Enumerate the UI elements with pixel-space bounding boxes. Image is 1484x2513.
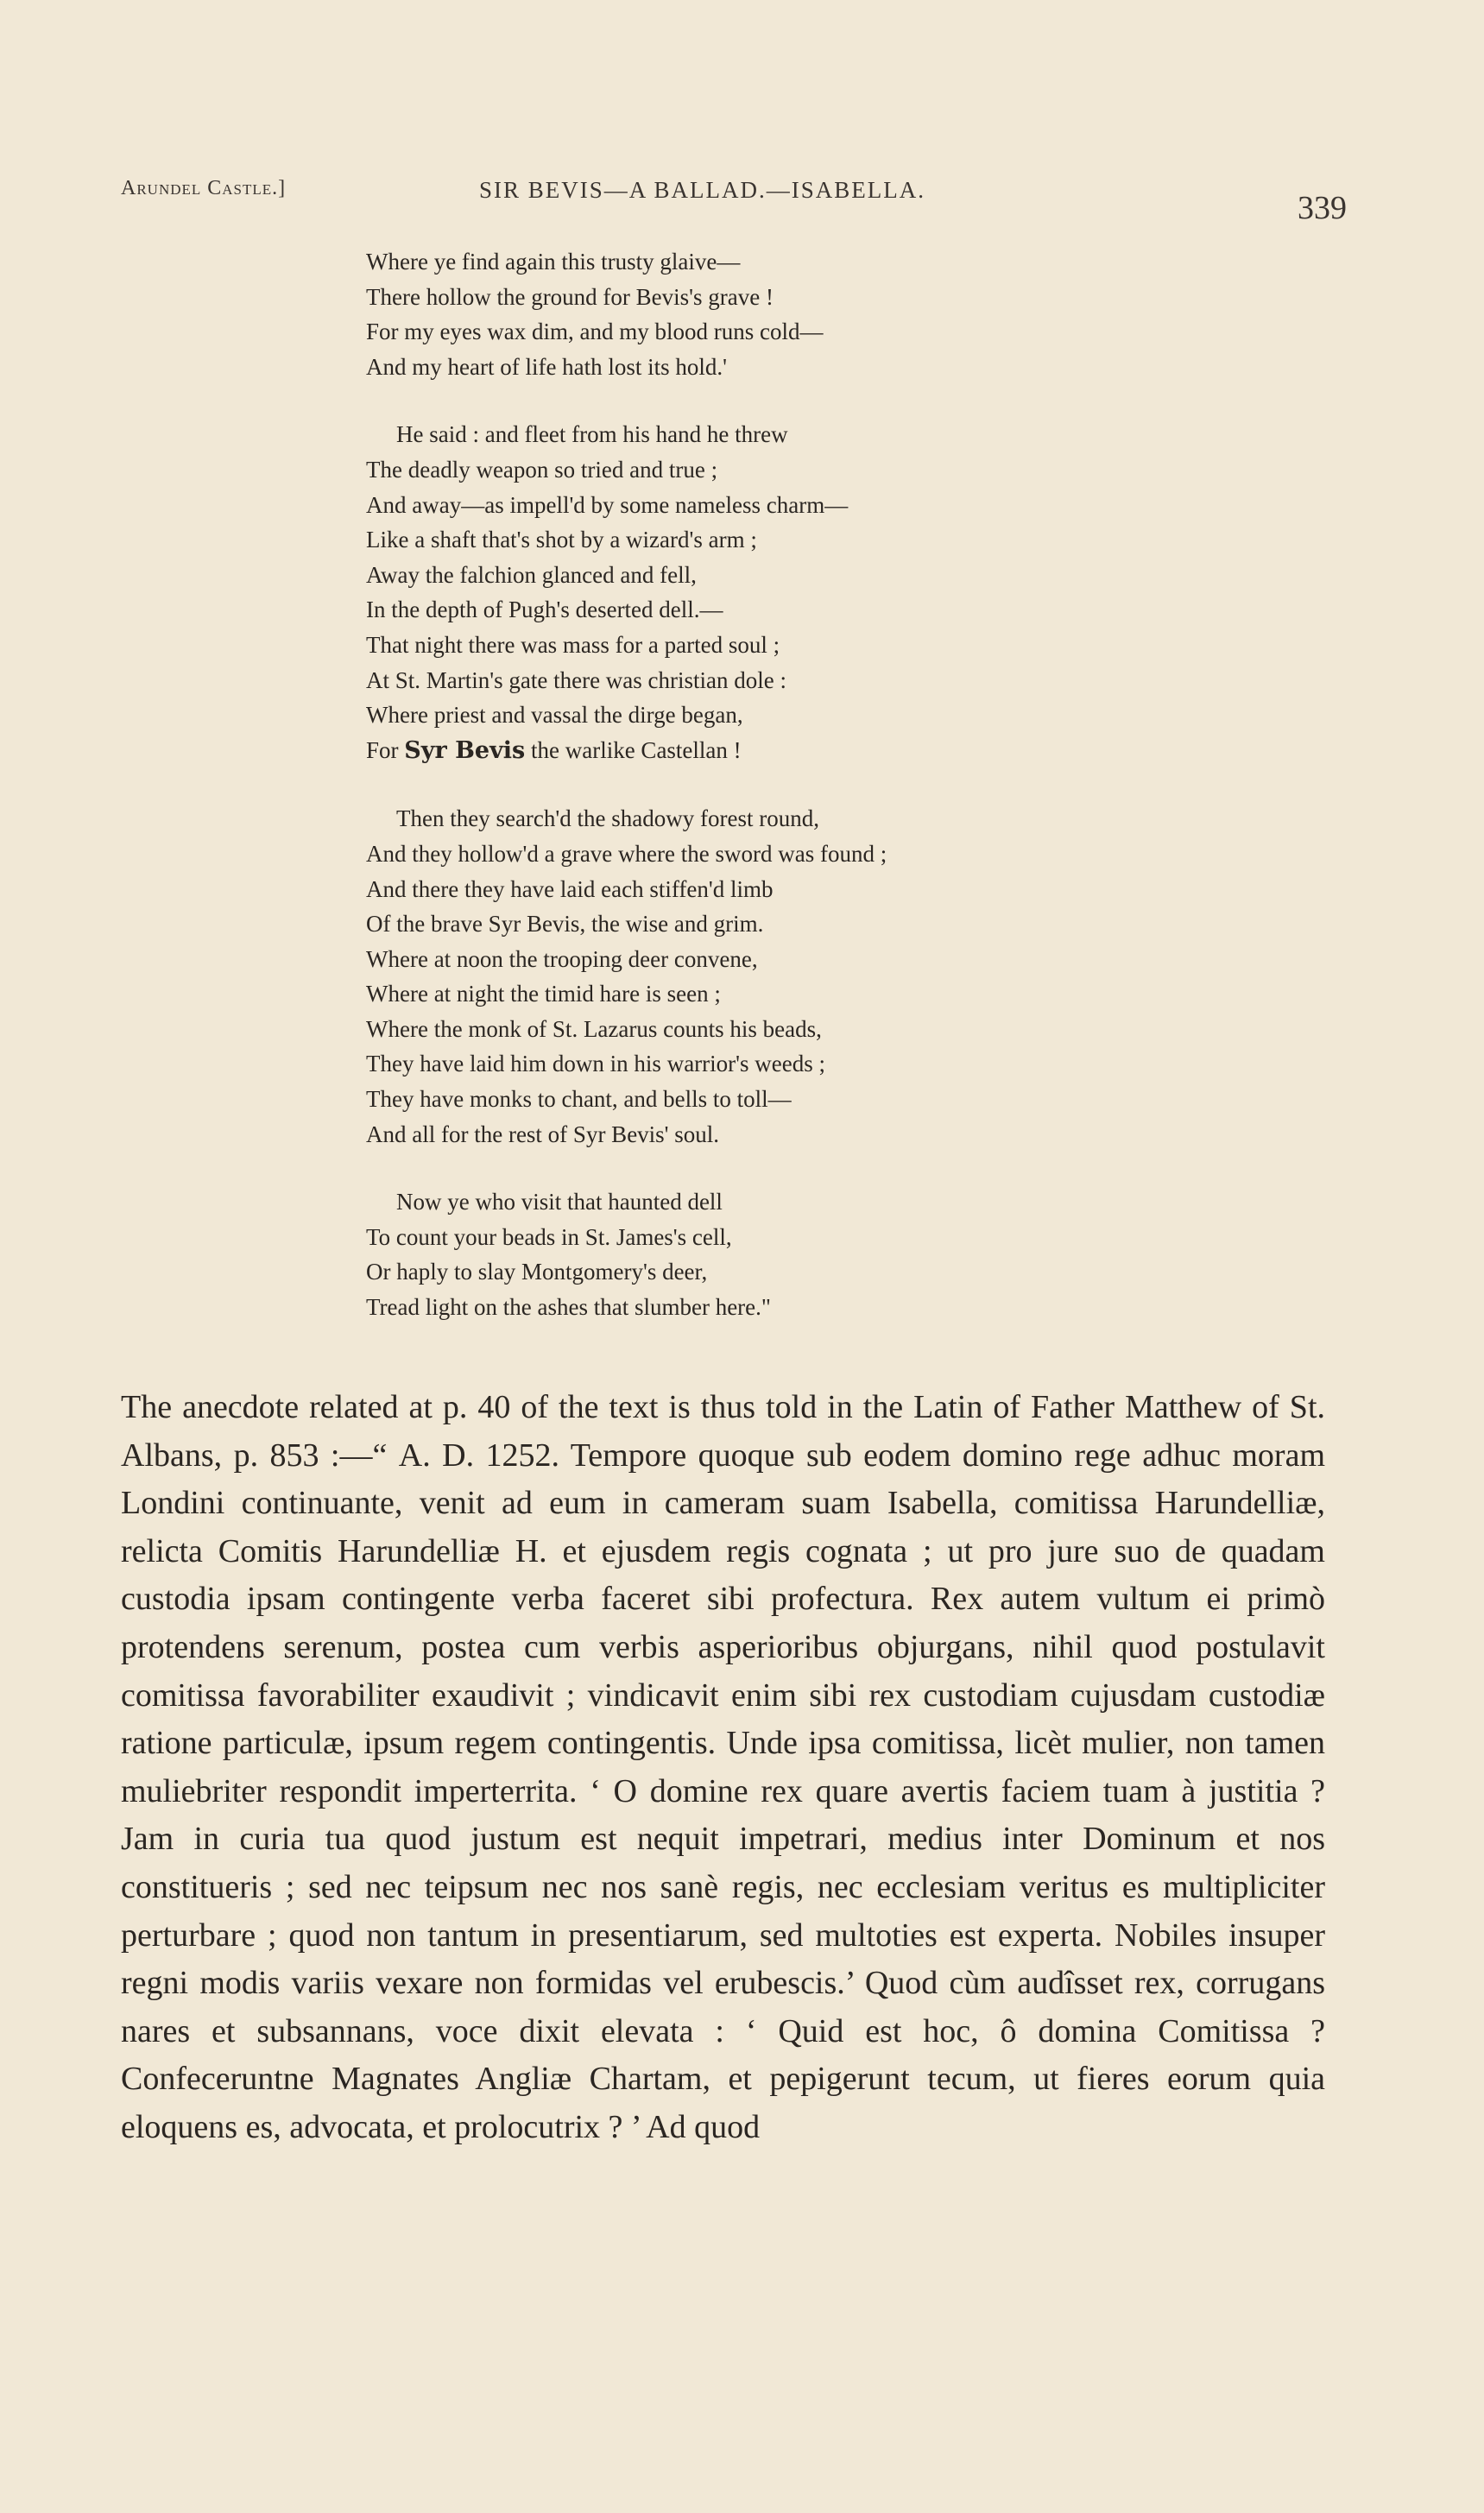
verse-line: Where priest and vassal the dirge began, <box>366 702 743 729</box>
verse-line: For my eyes wax dim, and my blood runs cold— <box>366 319 824 345</box>
verse-text: For <box>366 736 405 763</box>
verse-line: There hollow the ground for Bevis's grave ! <box>366 283 774 310</box>
verse-line: In the depth of Pugh's deserted dell.— <box>366 597 723 623</box>
verse-line: And away—as impell'd by some nameless charm— <box>366 491 849 518</box>
verse-line-blackletter <box>366 733 1143 769</box>
verse-line: And all for the rest of Syr Bevis' soul. <box>366 1121 720 1147</box>
stanza-3 <box>366 801 1143 1152</box>
verse-line: Where ye find again this trusty glaive— <box>366 249 741 275</box>
prose-text: 1252. Tempore quoque sub eodem domino rege adhuc moram Londini continuante, venit ad eum in cameram suam Isabella, comitissa Harundelliæ, relicta Comitis Harundelliæ H. et ejusdem regis cognata ; ut pro jure suo de quadam custodia ipsam contingente verba faceret sibi profectura. Rex autem vultum ei primò protendens serenum, postea cum verbis asperioribus objurgans, nihil quod postulavit comitissa favorabiliter exaudivit ; vindicavit enim sibi rex custodiam cujusdam custodiæ ratione particulæ, ipsum regem contingentis. Unde ipsa comitissa, licèt mulier, non tamen muliebriter respondit imperterrita. ‘ O domine rex quare avertis faciem tuam à justitia ? Jam in curia tua quod justum est nequit impetrari, medius inter Dominum et nos constitueris ; sed nec teipsum nec nos sanè regis, nec ecclesiam veritus es multipliciter perturbare ; quod non tantum in presentiarum, sed multoties est experta. Nobiles insuper regni modis variis vexare non formidas vel erubescis.’ Quod cùm audîsset rex, corrugans nares et subsannans, voce dixit elevata : ‘ Quid est hoc, ô domina Comitissa ? Confeceruntne Magnates Angliæ Chartam, et pepigerunt tecum, ut fieres eorum quia eloquens es, advocata, et prolocutrix ? ’ Ad quod <box>121 1436 1325 2145</box>
verse-line: And there they have laid each stiffen'd limb <box>366 875 774 902</box>
year-label: A. D. <box>398 1436 475 1474</box>
verse-line: He said : and fleet from his hand he threw <box>396 421 788 448</box>
verse-line: Then they search'd the shadowy forest round, <box>396 805 819 832</box>
page-number: 339 <box>1298 190 1347 226</box>
running-head-left: Arundel Castle.] <box>121 177 287 199</box>
blackletter-name: Syr Bevis <box>404 736 526 764</box>
prose-text: The anecdote related at p. 40 of the text is thus told in the Latin of Father Matthew of St. Albans, p. 853 :—“ <box>121 1389 1325 1474</box>
verse-line: At St. Martin's gate there was christian dole : <box>366 666 787 693</box>
verse-line: Or haply to slay Montgomery's deer, <box>366 1259 708 1285</box>
verse-line: They have laid him down in his warrior's weeds ; <box>366 1051 825 1077</box>
verse-line: Tread light on the ashes that slumber here." <box>366 1294 771 1321</box>
ballad-verse <box>366 244 1143 1358</box>
verse-line: Where the monk of St. Lazarus counts his beads, <box>366 1015 822 1042</box>
verse-text: the warlike Castellan ! <box>525 736 742 763</box>
stanza-1 <box>366 244 1143 384</box>
stanza-4 <box>366 1184 1143 1324</box>
verse-line: To count your beads in St. James's cell, <box>366 1223 732 1250</box>
latin-prose-paragraph <box>121 1384 1325 2152</box>
running-head-title: SIR BEVIS—A BALLAD.—ISABELLA. <box>479 177 926 203</box>
verse-line: Away the falchion glanced and fell, <box>366 561 697 588</box>
verse-line: And they hollow'd a grave where the sword was found ; <box>366 840 887 867</box>
verse-line: The deadly weapon so tried and true ; <box>366 456 718 483</box>
verse-line: Now ye who visit that haunted dell <box>396 1189 723 1215</box>
running-header <box>121 177 1347 229</box>
verse-line: Where at noon the trooping deer convene, <box>366 945 758 972</box>
verse-line: Like a shaft that's shot by a wizard's arm ; <box>366 527 757 553</box>
verse-line: Of the brave Syr Bevis, the wise and grim. <box>366 911 764 938</box>
verse-line: They have monks to chant, and bells to toll— <box>366 1086 792 1113</box>
verse-line: Where at night the timid hare is seen ; <box>366 981 721 1007</box>
verse-line: And my heart of life hath lost its hold.' <box>366 353 728 380</box>
verse-line: That night there was mass for a parted soul ; <box>366 631 780 658</box>
stanza-2 <box>366 417 1143 768</box>
